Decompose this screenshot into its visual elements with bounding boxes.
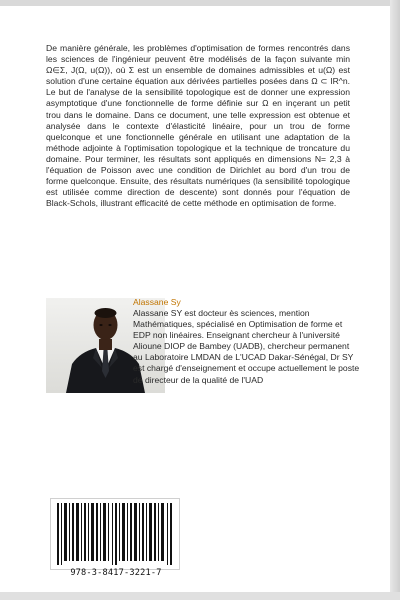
author-bio: Alassane SY est docteur ès sciences, mention Mathématiques, spécialisé en Optimisation de forme et EDP non linéaires. Enseignant chercheur à l'université Alioune DIOP de Bambey (UADB), chercheur permanent au Laboratoire LMDAN de L'UCAD Dakar-Sénégal, Dr SY est chargé d'enseignement et occupe actuellement le poste de directeur de la qualité de l'UAD [133, 308, 360, 385]
bottom-edge-strip [0, 592, 400, 600]
right-edge-band [390, 0, 400, 600]
top-edge-strip [0, 0, 400, 6]
abstract-text: De manière générale, les problèmes d'optimisation de formes rencontrés dans les sciences de l'ingénieur peuvent être modélisés de la façon suivante min Ω∈Σ, J(Ω, u(Ω)), où Σ est un ensemble de domaines admissibles et u(Ω) est solution d'une certaine équation aux dérivées partielles posées dans Ω ⊂ IR^n. Le but de l'analyse de la sensibilité topologique est de donner une expression asymptotique d'une fonctionnelle de forme définie sur Ω en inçerant un petit trou dans le domaine. Dans ce document, une telle expression est obtenue et analysée dans le contexte d'élasticité linéaire, pour un trou de forme quelconque et une fonctionnelle générale en utilisant une adaptation de la méthode adjointe à l'optimisation topologique et la technique de troncature du domaine. Pour terminer, les résultats sont appliqués en dimensions N= 2,3 à l'équation de Poisson avec une condition de Dirichlet au bord d'un trou de forme quelconque. Ensuite, des résultats numériques (la sensibilité topologique est utilisée comme direction de descente) sont donnés pour l'équation de Black-Schols, illustrant efficacité de cette méthode en optimisation de forme. [46, 43, 350, 209]
isbn-number: 978-3-8417-3221-7 [70, 568, 162, 578]
barcode-icon [51, 499, 179, 569]
author-name: Alassane Sy [133, 297, 181, 307]
barcode [50, 498, 180, 570]
